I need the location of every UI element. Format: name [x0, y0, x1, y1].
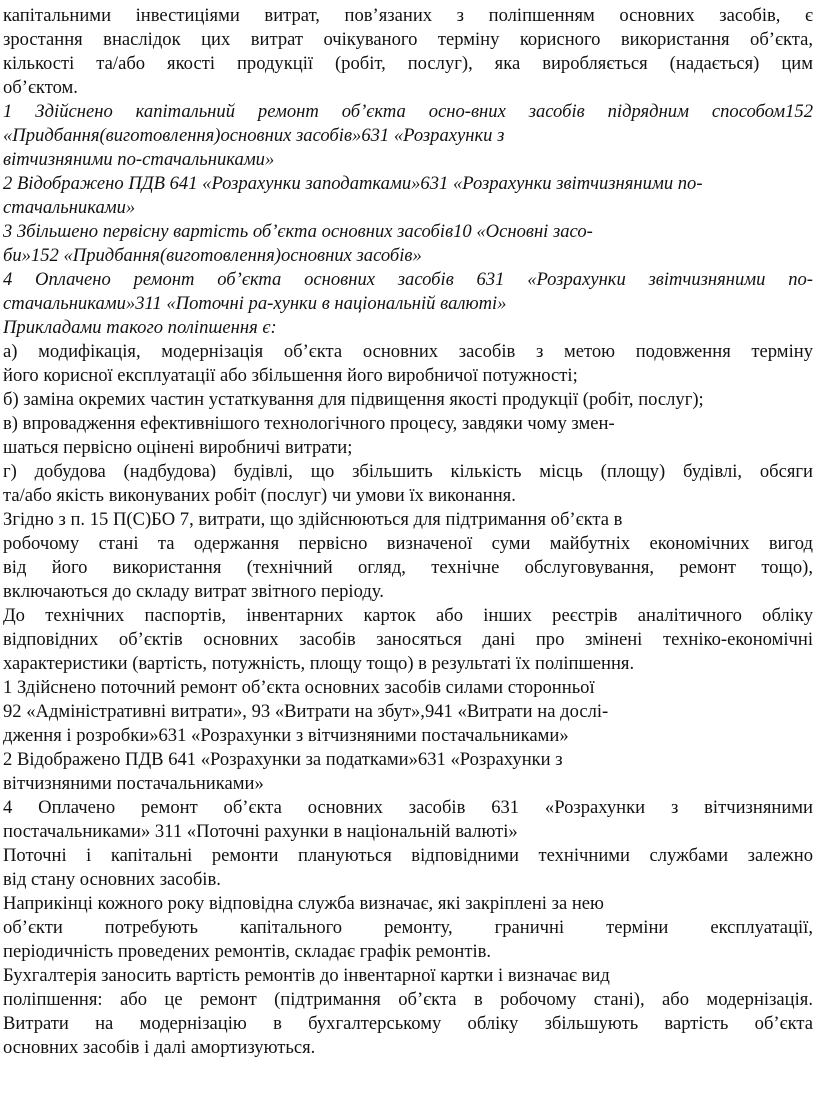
text-line: Наприкінці кожного року відповідна служба визначає, які закріплені за нею	[3, 893, 604, 914]
text-line: г) добудова (надбудова) будівлі, що збільшить кількість місць (площу) будівлі, обсяги	[3, 461, 813, 482]
text-line: вітчизняними постачальниками»	[3, 773, 264, 794]
text-line: поліпшення: або це ремонт (підтримання об’єкта в робочому стані), або модернізація.	[3, 989, 813, 1010]
text-line: 3 Збільшено первісну вартість об’єкта основних засобів10 «Основні засо-	[3, 221, 593, 242]
text-line: періодичність проведених ремонтів, складає графік ремонтів.	[3, 941, 492, 962]
text-line: а) модифікація, модернізація об’єкта основних засобів з метою подовження терміну	[3, 341, 813, 362]
text-line: стачальниками»	[3, 197, 136, 218]
text-line: від стану основних засобів.	[3, 869, 221, 890]
text-line: кількості та/або якості продукції (робіт, послуг), яка виробляється (надається) цим	[3, 53, 813, 74]
text-line: Згідно з п. 15 П(С)БО 7, витрати, що здійснюються для підтримання об’єкта в	[3, 509, 623, 530]
text-line: Бухгалтерія заносить вартість ремонтів до інвентарної картки і визначає вид	[3, 965, 610, 986]
text-line: в) впровадження ефективнішого технологічного процесу, завдяки чому змен-	[3, 413, 615, 434]
text-line: основних засобів і далі амортизуються.	[3, 1037, 316, 1058]
text-line: 1 Здійснено поточний ремонт об’єкта основних засобів силами сторонньої	[3, 677, 595, 698]
text-line: стачальниками»311 «Поточні ра-хунки в національній валюті»	[3, 293, 507, 314]
text-line: Витрати на модернізацію в бухгалтерському обліку збільшують вартість об’єкта	[3, 1013, 813, 1034]
text-line: постачальниками» 311 «Поточні рахунки в національній валюті»	[3, 821, 518, 842]
text-line: 1 Здійснено капітальний ремонт об’єкта осно-вних засобів підрядним способом152	[3, 101, 813, 122]
text-line: «Придбання(виготовлення)основних засобів»631 «Розрахунки з	[3, 125, 505, 146]
text-line: зростання внаслідок цих витрат очікуваного терміну корисного використання об’єкта,	[3, 29, 813, 50]
text-line: 92 «Адміністративні витрати», 93 «Витрати на збут»,941 «Витрати на дослі-	[3, 701, 609, 722]
text-line: капітальними інвестиціями витрат, пов’язаних з поліпшенням основних засобів, є	[3, 5, 813, 26]
text-line: дження і розробки»631 «Розрахунки з вітчизняними постачальниками»	[3, 725, 569, 746]
text-line: 4 Оплачено ремонт об’єкта основних засобів 631 «Розрахунки звітчизняними по-	[3, 269, 813, 290]
text-line: б) заміна окремих частин устаткування для підвищення якості продукції (робіт, послуг);	[3, 389, 704, 410]
text-line: робочому стані та одержання первісно визначеної суми майбутніх економічних вигод	[3, 533, 813, 554]
text-line: Прикладами такого поліпшення є:	[3, 317, 277, 338]
text-line: би»152 «Придбання(виготовлення)основних засобів»	[3, 245, 422, 266]
text-line: 4 Оплачено ремонт об’єкта основних засобів 631 «Розрахунки з вітчизняними	[3, 797, 813, 818]
text-line: 2 Відображено ПДВ 641 «Розрахунки за податками»631 «Розрахунки з	[3, 749, 563, 770]
text-line: об’єкти потребують капітального ремонту, граничні терміни експлуатації,	[3, 917, 813, 938]
text-line: вітчизняними по-стачальниками»	[3, 149, 275, 170]
text-line: його корисної експлуатації або збільшення його виробничої потужності;	[3, 365, 578, 386]
text-line: шаться первісно оцінені виробничі витрати;	[3, 437, 353, 458]
text-line: Поточні і капітальні ремонти плануються відповідними технічними службами залежно	[3, 845, 813, 866]
text-line: 2 Відображено ПДВ 641 «Розрахунки заподатками»631 «Розрахунки звітчизняними по-	[3, 173, 703, 194]
text-line: характеристики (вартість, потужність, площу тощо) в результаті їх поліпшення.	[3, 653, 635, 674]
text-line: відповідних об’єктів основних засобів заносяться дані про змінені техніко-економічні	[3, 629, 813, 650]
text-line: об’єктом.	[3, 77, 78, 98]
text-line: До технічних паспортів, інвентарних карток або інших реєстрів аналітичного обліку	[3, 605, 813, 626]
text-line: включаються до складу витрат звітного періоду.	[3, 581, 384, 602]
text-line: від його використання (технічний огляд, технічне обслуговування, ремонт тощо),	[3, 557, 813, 578]
text-line: та/або якість виконуваних робіт (послуг) чи умови їх виконання.	[3, 485, 516, 506]
